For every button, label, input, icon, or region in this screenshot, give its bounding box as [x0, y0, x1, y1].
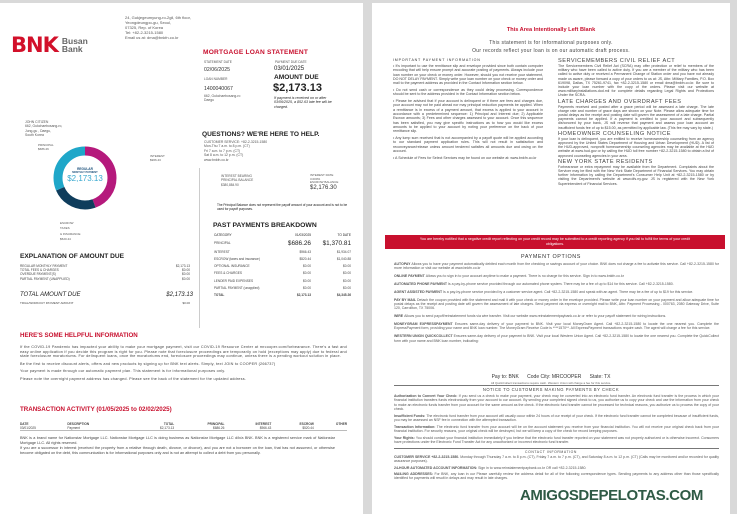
past-payments-table: [214, 232, 351, 299]
cell: 03/01/2025: [20, 426, 36, 430]
cell: $520.44: [302, 426, 314, 430]
payment-option: [394, 314, 719, 318]
payment-option: [394, 282, 719, 286]
pay-to-line: Pay to: BNK Code City: MRCOOPER State: TX: [491, 374, 611, 380]
item-text: Monday through Thursday 7 a.m. to 8 p.m. (CT), Friday 7 a.m. to 7 p.m. (CT), and Saturday 8 a.m. to 12 p.m. (CT) (Calls may be monitored and/or recorded for quality assurance purposes).: [394, 455, 719, 464]
past-payments-title: PAST PAYMENTS BREAKDOWN: [213, 222, 317, 229]
address-line: Yeongdeungpo-gu, Seoul,: [125, 20, 172, 25]
late-fee-note: If payment is received on or after 03/06/2025, a $52.63 late fee will be charged.: [274, 96, 332, 109]
logo-name: Busan: [61, 35, 88, 46]
footer-note: If you are a successor in interest (received the property from a relative through death, divorce, or divorce), and you are not a borrower on the loan, that has not assumed, or otherwise become obligated on the debt, this communication is for informational purposes only and is not an attempt to collect a debt from you personally.: [20, 446, 335, 455]
item-label: ONLINE PAYMENT: [394, 274, 426, 279]
cell: TOTAL: [214, 292, 225, 297]
item-label: AUTOMATED PHONE PAYMENT: [394, 282, 448, 286]
item-text: The electronic fund transfer from your account will usually occur within 24 hours of our receipt of your check. If the electronic fund transfer cannot be completed because of insufficient funds, you may be assessed an NSF fee in connection with the attempted transaction.: [394, 413, 720, 422]
recipient-line: South Korea: [25, 133, 44, 138]
transaction-table: [20, 422, 347, 431]
row-value: $0.00: [182, 268, 190, 273]
interest-legend: INTEREST $966.43: [150, 154, 165, 162]
cell: INTEREST: [214, 249, 230, 254]
notice-text: If your loan is delinquent, you are entitled to receive homeownership counseling from an agency approved by the United States Department of Housing and Urban Development (HUD). A list of the HUD-approved, nonprofit homeownership counseling agencies may be available at the HUD website at www.hud.gov or by calling the HUD toll free number +82-2-3215-1580 to obtain a list of approved counseling agencies in your area.: [558, 136, 714, 158]
table-row: [214, 255, 351, 262]
payment-options-list: [394, 262, 719, 346]
item-label: MAILING ADDRESSES:: [394, 471, 435, 476]
transaction-activity-title: TRANSACTION ACTIVITY (01/05/2025 to 02/02/2025): [20, 406, 172, 413]
check-notice: [394, 425, 719, 434]
header-cell: INTEREST: [255, 422, 272, 426]
recipient-line: 662, Gukchaebosang-ro,: [25, 124, 63, 129]
pay-to-note: All QuickCollect transactions require cash. Western Union will charge a fee for this service.: [490, 381, 612, 385]
item-text: Ensures same-day delivery of your payment to BNK. Visit your local MoneyGram Agent. Call +82-2-3215-1580 to locate the one nearest you. Complete the ExpressPayment form, providing your name and BNK loan number. The MoneyGram Receive Code is ****1570**. All ExpressPayment transactions require cash. The agent will charge a fee for this service.: [394, 322, 720, 331]
item-text: The electronic fund transfer from your account will be on the account statement you receive from your financial institution. You will not receive your original check back from your financial institution. For security reasons, your original check will be destroyed, but we will keep a copy of the check for record keeping purposes.: [394, 424, 719, 433]
amount-due: $2,173.13: [273, 82, 322, 94]
notice-title: NEW YORK STATE RESIDENTS: [558, 158, 653, 165]
workout-amount: TRIAL/WORKOUT PAYMENT AMOUNT $0.00: [20, 301, 190, 305]
statement-front-page: [0, 3, 363, 514]
row-value: $2,173.13: [175, 264, 190, 268]
table-row: [214, 284, 351, 291]
item-label: AUTOPAY: [394, 262, 412, 266]
important-item: • A Schedule of Fees for Select Services may be found on our website at: www.bnkfn.co.kr: [393, 155, 537, 160]
table-row: [214, 270, 351, 277]
item-label: 24-HOUR AUTOMATED ACCOUNT INFORMATION:: [394, 465, 479, 470]
check-notice: [394, 394, 719, 411]
cell: $686.26: [212, 426, 225, 430]
principal-balance-note: The Principal Balance does not represent the payoff amount of your account and is not to be used for payoff purposes.: [217, 203, 348, 211]
row-value: $0.00: [182, 276, 190, 281]
address-line: 07325, Rep. of Korea: [125, 25, 164, 30]
item-label: CUSTOMER SERVICE +82-2-3215-1580.: [394, 455, 461, 459]
address-line: Email us at: dma@bnkfn.co.kr: [125, 35, 179, 40]
item-label: PAY BY MAIL: [394, 297, 418, 302]
payment-option: [394, 298, 719, 311]
address-line: Tel: +82-2-3215-1580: [125, 30, 164, 35]
table-row: [214, 248, 351, 255]
row-label: OVERDUE PAYMENT(S): [20, 272, 56, 277]
cell: $686.26: [287, 239, 311, 247]
logo-mark: BNK: [11, 33, 58, 57]
row-value: $0.00: [182, 272, 190, 277]
notice-title: LATE CHARGES AND OVERDRAFT FEES: [558, 98, 682, 105]
recipient-line: Jung-gu , Daegu,: [25, 128, 52, 133]
item-text: Allows you to have your payment automatically debited each month from the checking or savings account of your choice. BNK does not charge a fee to activate this service. Call +82-2-3215-1580 for more information or visit our website at www.bnkfn.co.kr: [394, 262, 719, 271]
service-line: Sat 8 a.m. to 12 p.m. (CT): [204, 153, 244, 158]
cell: $520.44: [299, 256, 311, 261]
item-text: You should contact your financial institution immediately if you believe that the electronic fund transfer reported on your statement was not properly authorized or is otherwise incorrect. Consumers have protections under the Electronic Fund Transfer Act for any unauthorized or incorrect electronic fund transfer.: [394, 435, 719, 444]
helpful-paragraph: Your payment is made through our automatic payment plan. This statement is for informational purposes only.: [20, 369, 226, 374]
item-text: Detach the coupon provided with the statement and mail it with your check or money order in the envelope provided. Please write your loan number on your payment and allow adequate time for postal delays as the receipt and posting date will govern the assessment of late charges. Send payment via express or overnight mail to BNK, Attn: Payment Processing - 000763, 2080 Gateway Drive, Suite 120, Carrollton, TX 75006.: [394, 297, 719, 311]
contact-info-title: CONTACT INFORMATION: [525, 450, 577, 454]
important-item: • Do not send cash or correspondence as they could delay processing. Correspondence should be sent to the address provided in the Contact Information section below.: [393, 87, 543, 97]
statement-back-page: [372, 3, 730, 514]
cell: $966.43: [259, 426, 272, 430]
row-label: PARTIAL PAYMENT (UNAPPLIED): [20, 276, 70, 281]
cell: [314, 426, 347, 431]
contact-info: [394, 455, 719, 482]
logo-name: Bank: [61, 44, 83, 54]
important-item: • Any lump sum received that is not accompanied by a payoff quote will be applied according to our standard payment application rules. This will not result in satisfaction and reconveyance/release unless amount tendered satisfies all amounts due and owing on the account.: [393, 135, 543, 153]
payment-option: [394, 334, 719, 343]
contact-item: [394, 466, 719, 470]
item-label: Your Rights:: [394, 435, 416, 440]
escrow-balance: INTEREST RATE 3.000% ESCROW BALANCE $2,176.30: [310, 173, 339, 191]
statement-title: MORTGAGE LOAN STATEMENT: [203, 49, 309, 56]
item-text: Allows you to send payoff/reinstatement funds via wire transfer. Visit our website www.reinstatementpaybank.co.kr or refer to your payoff statement for wiring instructions.: [404, 314, 667, 319]
header-cell: DESCRIPTION: [67, 422, 90, 426]
escrow-legend: ESCROW TAXES & INSURANCE $520.44: [60, 221, 81, 242]
notice-text: Payments received and posted after a grace period will be assessed a late charge. The late charge rate and number of grace days are shown on your Note. Please allow adequate time for postal delays as the receipt and posting date will govern the assessment of a late charge. Partial payments cannot be applied. If a payment is credited to your account and subsequently dishonored by your bank, JS will reverse that payment and assess your loan account an insufficient funds fee of up to $15.00, as permitted by applicable law. (This fee may vary by state.): [558, 104, 714, 130]
amount-due-label: AMOUNT DUE: [274, 74, 319, 81]
regular-payment-value: $2,173.13: [67, 174, 103, 183]
cell: $4,345.26: [336, 292, 351, 297]
questions-title: QUESTIONS? WE'RE HERE TO HELP.: [202, 131, 320, 138]
check-notice: [394, 436, 719, 445]
principal-legend: PRINCIPAL $686.26: [38, 143, 54, 151]
item-text: Is a pay-by-phone service provided through our automated phone system. There may be a fee of up to $14 for this service. Call +82-2-3215-1580.: [447, 282, 674, 286]
check-notice-title: NOTICE TO CUSTOMERS MAKING PAYMENTS BY CHECK: [482, 387, 620, 392]
item-text: Allows you to sign in to your account anytime to make a payment. There is no charge for this service. Sign in to www.bnkfn.co.kr: [425, 274, 624, 279]
helpful-paragraph: Please note the overnight payment address has changed. Please see the back of the statement for the updated address.: [20, 376, 247, 381]
loan-number: 1400040067: [204, 86, 233, 92]
customer-service-hours: [204, 140, 267, 162]
bnk-logo: [11, 33, 88, 57]
cell: $0.00: [343, 271, 351, 276]
cell: $2,173.13: [296, 292, 311, 297]
divider: [394, 385, 719, 386]
column-divider: [199, 168, 200, 328]
helpful-paragraph: If the COVID-19 Pandemic has impacted your ability to make your mortgage payment, visit our COVID-19 Resource Center at mrcooper.com/forbearance. There's a fast and easy online application if you decide this program is right for you. Please note that foreclosure proceedings are temporarily on hold (exceptions may apply) due to federal and state foreclosure moratoriums. For delinquent loans, once the moratoriums end, foreclosure proceedings may continue, unless there is a pending workout solution in place.: [20, 345, 347, 359]
cell: ESCROW (taxes and insurance): [214, 256, 260, 261]
recipient-line: JOHN CITIZEN: [25, 120, 49, 124]
credit-report-banner: You are hereby notified that a negative credit report reflecting on your credit record may be submitted to a credit reporting agency if you fail to fulfill the terms of your credit obligations.: [385, 235, 725, 249]
service-line: CUSTOMER SERVICE: +82-2-3215-1580: [204, 140, 268, 144]
item-label: MONEYGRAM EXPRESSPAYMENT: [394, 322, 455, 326]
cell: $0.00: [343, 285, 351, 290]
contact-item: [394, 455, 719, 464]
statement-date-label: STATEMENT DATE: [204, 60, 232, 64]
notice-text: Forbearance or extra repayment may be available from the Department. Complaints about the Servicer may be filed with the New York State Department of Financial Services. You may obtain further information by calling the Department's Consumer Help Unit at +82-2-3215-1580 or by visiting the Department's website at www.dfs.ny.gov. JS is registered with the New York Superintendent of Financial Services.: [558, 164, 714, 186]
item-label: Transaction Information:: [394, 424, 437, 429]
transaction-footer: [20, 436, 335, 456]
row-label: TOTAL FEES & CHARGES: [20, 268, 59, 273]
item-text: Sign in to www.reinstatementpaybank.co.kr OR call +82-2-3215-1580.: [478, 465, 587, 470]
item-label: WIRE: [394, 314, 405, 319]
interest-bearing-balance: INTEREST BEARING PRINCIPAL BALANCE $380,884.90: [221, 174, 254, 187]
payment-option: [394, 274, 719, 278]
table-row: [214, 291, 351, 298]
header-cell: 01/03/2025: [295, 233, 311, 237]
table-row: [214, 238, 351, 248]
loan-number-label: LOAN NUMBER: [204, 77, 228, 81]
item-label: WESTERN UNION QUICKCOLLECT: [394, 334, 454, 339]
service-line: Mon-Thu 7 a.m. to 8 p.m. (CT): [204, 144, 250, 149]
recipient-address: [25, 120, 62, 138]
explanation-title: EXPLANATION OF AMOUNT DUE: [20, 253, 125, 260]
total-amount-due: TOTAL AMOUNT DUE $2,173.13: [20, 292, 193, 298]
cell: $1,040.88: [336, 256, 351, 261]
watermark: AMIGOSDEPELOTAS.COM: [520, 487, 703, 504]
cell: $1,370.81: [322, 239, 351, 247]
check-notice-text: [394, 394, 719, 447]
service-line: www.bnkfn.co.kr: [204, 157, 229, 162]
payment-option: [394, 322, 719, 331]
important-payment-info: IMPORTANT PAYMENT INFORMATION • It's important to use the remittance slip and envelope provided since both contain computer encoding that will help ensure prompt and accurate posting of payments. Always include your loan number on your check or money order. However, should you not receive your statement, DO NOT DELAY PAYMENT. Simply write your loan number on your check or money order and mail to the payment address as provided in the Contact Information section below. • Do not send cash or correspondence as they could delay processing. Correspondence should be sent to the address provided in the Contact Information section below. • Please be advised that if your account is delinquent or if there are fees and charges due, your account may not be paid ahead nor may principal reduction payments be applied. When a remittance is in excess of a payment amount, that excess is applied to your account in accordance with a predetermined sequence: 1) Principal and Interest due; 2) Applicable Escrow amounts; 3) Fees and other charges assessed to your account. Once this sequence has been satisfied, you may give specific instructions as to how you would like excess amounts to be applied to your account by noting your preference on the back of your remittance slip. • Any lump sum received that is not accompanied by a payoff quote will be applied according to our standard payment application rules. This will not result in satisfaction and reconveyance/release unless amount tendered satisfies all amounts due and owing on the account. • A Schedule of Fees for Select Services may be found on our website at: www.bnkfn.co.kr: [393, 58, 543, 160]
table-row: [214, 277, 351, 284]
blank-area-title: This Area Intentionally Left Blank: [506, 27, 596, 33]
bank-address: [125, 15, 191, 40]
contact-item: [394, 472, 719, 481]
item-text: If you send us a check to make your payment, your check may be converted into an electronic fund transfer. An electronic fund transfer is the process in which your financial institution transfers funds electronically from your account to our account. By sending your completed signed check to us, you authorize us to copy your check and use the information from your check to make an electronic funds transfer from your account for the same amount as the check. If the electronic fund transfer cannot be processed for technical reasons, you authorize us to process the copy of your check.: [394, 394, 719, 411]
cell: PRINCIPAL: [214, 241, 231, 246]
explanation-rows: [20, 264, 190, 281]
statement-date: 02/06/2025: [204, 67, 230, 73]
item-label: Insufficient Funds:: [394, 413, 427, 418]
payment-option: [394, 262, 719, 271]
row-label: REGULAR MONTHLY PAYMENT: [20, 264, 68, 268]
table-row: [20, 426, 347, 431]
divider: [394, 448, 719, 449]
payment-due-date: 03/01/2025: [274, 66, 305, 72]
payment-options-title: PAYMENT OPTIONS: [521, 254, 581, 260]
item-text: Is a pay-by-phone service provided by a customer service agent. Call +82-2-3215-1580 and speak with an agent. There may be a fee of up to $19 for this service.: [443, 289, 694, 294]
payment-option: [394, 290, 719, 294]
payment-due-label: PAYMENT DUE DATE: [275, 60, 307, 64]
cell: OPTIONAL INSURANCE: [214, 264, 250, 269]
header-cell: DATE: [20, 422, 29, 426]
notice-text: The Servicemembers Civil Relief Act (SCRA) may offer protection or relief to members of the military who have been called to active duty. If you are a member of the military who has been called to active duty or received a Permanent Change of Station order and you have not already made us aware, please forward a copy of your orders to us at: JS, Attn: Military Families, P.O. Box 619098, Dallas, TX 75261-9741, fax +82-2-3215-1580 or email dma@bnkfn.co.kr. Be sure to include your loan number with the copy of the orders. Please visit our website at www.militaryinstallations.dod.mil for complete details regarding Legal Rights and Protections Under the SCRA.: [558, 64, 714, 98]
item-label: AGENT ASSISTED PAYMENT: [394, 289, 444, 294]
footer-note: BNK is a brand name for Nationstar Mortgage LLC. Nationstar Mortgage LLC is doing business as Nationstar Mortgage LLC d/b/a BNK. BNK is a registered service mark of Nationstar Mortgage LLC. All rights reserved.: [20, 436, 335, 445]
statement-info: This statement is for informational purposes only. Our records reflect your loan is on our automatic draft process.: [472, 40, 630, 54]
helpful-info-title: HERE'S SOME HELPFUL INFORMATION: [20, 332, 138, 339]
item-text: Ensures same-day delivery of your payment to BNK. Visit your local Western Union Agent. Call +82-2-3215-1580 to locate the one nearest you. Complete the QuickCollect form with your name and BNK loan number, indicating:: [394, 334, 719, 343]
cell: Payment: [67, 426, 80, 430]
cell: $0.00: [303, 264, 311, 269]
address-line: 24, Gukjegeumyung-ro-2gil, 6th floor,: [125, 15, 191, 20]
notices-column: [558, 58, 714, 187]
cell: FEES & CHARGES: [214, 271, 242, 276]
cell: $0.00: [303, 271, 311, 276]
service-line: Fri 7 a.m. to 7 p.m. (CT): [204, 148, 241, 153]
cell: PARTIAL PAYMENT (unapplied): [214, 285, 260, 290]
item-label: Authorization to Convert Your Check:: [394, 394, 459, 398]
important-item: • Please be advised that if your account is delinquent or if there are fees and charges due, your account may not be paid ahead nor may principal reduction payments be applied. When a remittance is in excess of a payment amount, that excess is applied to your account in accordance with a predetermined sequence: 1) Principal and Interest due; 2) Applicable Escrow amounts; 3) Fees and other charges assessed to your account. Once this sequence has been satisfied, you may give specific instructions as to how you would like excess amounts to be applied to your account by noting your preference on the back of your remittance slip.: [393, 99, 543, 134]
notice-title: SERVICEMEMBERS CIVIL RELIEF ACT: [558, 58, 676, 64]
header-cell: TO DATE: [337, 233, 351, 237]
table-row: [214, 263, 351, 270]
helpful-info-text: [20, 345, 347, 385]
helpful-paragraph: Be the first to receive discount alerts, offers and new products by signing up for BNK text alerts. Simply, text JOIN to COOPER (266737): [20, 361, 276, 366]
cell: $2,173.13: [159, 426, 175, 430]
cell: $1,934.07: [336, 249, 351, 254]
item-text: For BNK, any loan in our Please carefully review the address detail for all of the following correspondence types. Sending payments to any address other than those specifically identified for payments will result in delays and may result in late charges.: [394, 471, 719, 481]
check-notice: [394, 414, 719, 423]
cell: $0.00: [343, 264, 351, 269]
header-cell: CATEGORY: [214, 233, 232, 237]
header-cell: TOTAL: [163, 422, 175, 426]
cell: $966.43: [299, 249, 311, 254]
notice-title: HOMEOWNER COUNSELING NOTICE: [558, 130, 671, 137]
donut-center: REGULAR MONTHLY PAYMENT $2,173.13: [64, 167, 106, 183]
header-cell: ESCROW: [299, 422, 314, 426]
cell: LENDER PAID EXPENSES: [214, 278, 254, 283]
header-cell: PRINCIPAL: [207, 422, 225, 426]
header-cell: OTHER: [335, 422, 347, 426]
cell: $0.00: [303, 278, 311, 283]
explanation-row: [20, 277, 190, 281]
property-address: 662, Gukchaebosang-ro Daegu: [204, 94, 241, 103]
cell: $0.00: [303, 285, 311, 290]
cell: $0.00: [343, 278, 351, 283]
important-item: • It's important to use the remittance slip and envelope provided since both contain computer encoding that will help ensure prompt and accurate posting of payments. Always include your loan number on your check or money order. However, should you not receive your statement, DO NOT DELAY PAYMENT. Simply write your loan number on your check or money order and mail to the payment address as provided in the Contact Information section below.: [393, 64, 543, 86]
